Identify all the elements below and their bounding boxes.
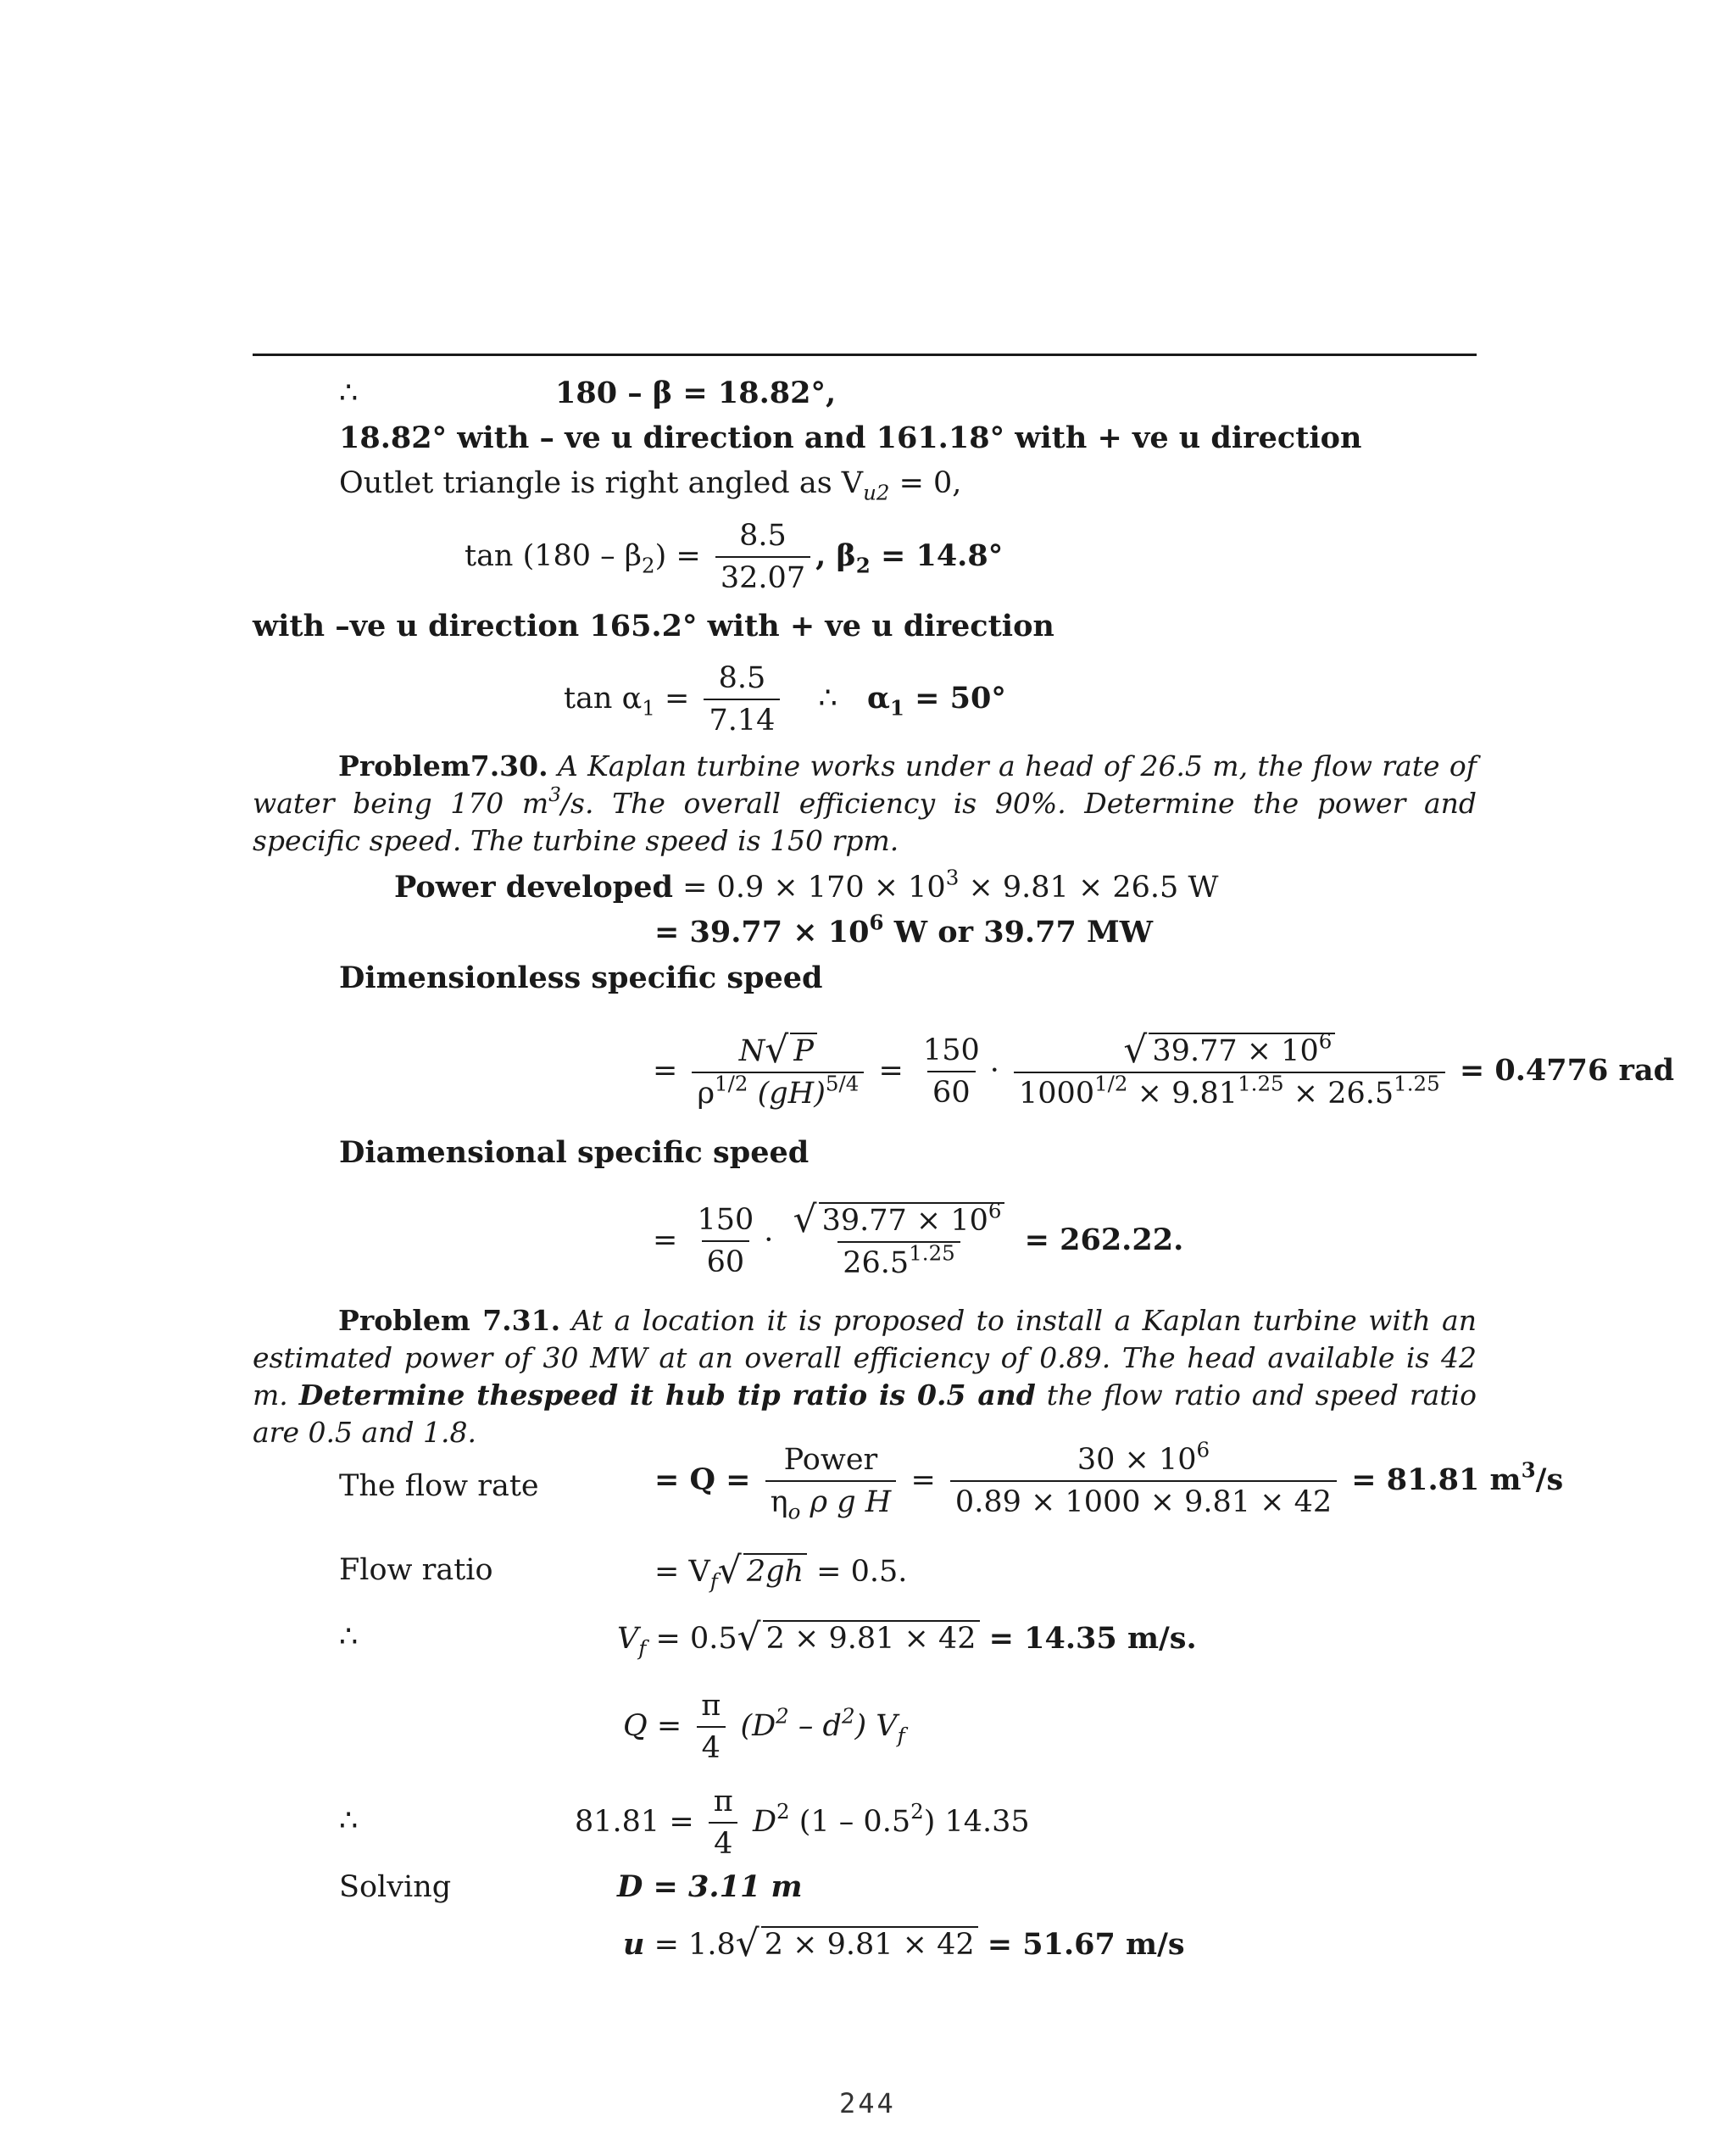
- fraction: $\frac{150}{60}$: [922, 1033, 980, 1111]
- direction-statement-2: with –ve u direction 165.2° with + ve u direction: [253, 609, 1054, 643]
- vf-equation: $V_f = 0.5√$ 2 × 9.81 × 42 = 14.35 m/s.: [617, 1620, 1197, 1656]
- q-substituted-equation: 81.81 = $\frac{\pi}{4}$ $D^2$ $(1 - 0.5^2)$ 14.35: [575, 1785, 1030, 1862]
- problem-7-31-statement: Problem 7.31. At a location it is proposed to install a Kaplan turbine with an estimated power of 30 MW at an overall efficiency of 0.89. The head available is 42 m. Determine thespeed it hub tip ratio is 0.5 and the flow ratio and speed ratio are 0.5 and 1.8.: [253, 1304, 1477, 1449]
- u-equation: u = 1.8√ 2 × 9.81 × 42 = 51.67 m/s: [623, 1926, 1185, 1962]
- fraction: $\frac{8.5}{7.14}$: [704, 661, 780, 738]
- therefore-symbol: ∴: [339, 376, 359, 410]
- flow-ratio-equation: = $V_f√$ 2gh = 0.5.: [654, 1553, 907, 1589]
- fraction: $\frac{N√ P}{\rho^{1/2} (gH)^{5/4}}$: [692, 1033, 864, 1111]
- q-area-equation: Q = $\frac{\pi}{4}$ $(D^2 - d^2)$ $V_f$: [623, 1689, 905, 1766]
- power-developed: Power developed = $0.9 \times 170 \times 10^3 \times 9.81 \times 26.5$ W: [394, 865, 1219, 905]
- therefore-symbol: ∴: [339, 1804, 359, 1838]
- fraction: $\frac{\pi}{4}$: [696, 1689, 726, 1766]
- fraction: $\frac{\pi}{4}$: [709, 1785, 738, 1862]
- dimensionless-speed-equation: = $\frac{N√ P}{\rho^{1/2} (gH)^{5/4}}$ = $\frac{150}{60}$ · √ $\frac{39.77 \times 10^6}{1000^{1/2} \times 9.81^{1.25} \times 26.5^{1.25}}$ = 0.4776 rad: [653, 1033, 1674, 1111]
- beta-result: 180 – β = 18.82°,: [555, 376, 837, 410]
- dimensional-speed-label: Diamensional specific speed: [339, 1135, 810, 1170]
- flow-rate-label: The flow rate: [339, 1469, 539, 1503]
- problem-7-30-statement: Problem7.30. A Kaplan turbine works under a head of 26.5 m, the flow rate of water being 170 $m^3/s$. The overall efficiency is 90%. Determine the power and specific speed. The turbine speed is 150 rpm.: [253, 749, 1477, 857]
- power-result: = $39.77 \times 10^6$ W or 39.77 MW: [654, 910, 1154, 950]
- flow-rate-equation: = Q = $\frac{\text{Power}}{\eta_o \rho g H}$ = $\frac{30 \times 10^6}{0.89 \times 1000 \times 9.81 \times 42}$ = 81.81 $m^3/s$: [654, 1437, 1564, 1524]
- fraction: $\frac{150}{60}$: [697, 1203, 754, 1280]
- dimensionless-speed-label: Dimensionless specific speed: [339, 961, 823, 995]
- therefore-symbol: ∴: [339, 1620, 359, 1654]
- fraction: √ $\frac{39.77 \times 10^6}{26.5^{1.25}}$: [788, 1202, 1010, 1281]
- fraction: $\frac{8.5}{32.07}$: [715, 519, 810, 596]
- tan-alpha1-equation: $\tan \alpha_1$ = $\frac{8.5}{7.14}$ ∴ $\alpha_1 = 50^\circ$: [564, 661, 1006, 738]
- direction-statement: 18.82° with – ve u direction and 161.18° with + ve u direction: [339, 420, 1362, 455]
- outlet-triangle-statement: Outlet triangle is right angled as $V_{u2} = 0$,: [339, 466, 962, 505]
- flow-ratio-label: Flow ratio: [339, 1553, 493, 1587]
- page-number: 244: [839, 2087, 896, 2119]
- diameter-result: D = 3.11 m: [617, 1869, 803, 1904]
- fraction: $\frac{\text{Power}}{\eta_o \rho g H}$: [765, 1443, 897, 1520]
- dimensional-speed-equation: = $\frac{150}{60}$ · √ $\frac{39.77 \times 10^6}{26.5^{1.25}}$ = 262.22.: [653, 1202, 1183, 1281]
- header-rule: [253, 354, 1477, 356]
- solving-label: Solving: [339, 1870, 452, 1904]
- fraction: $\frac{30 \times 10^6}{0.89 \times 1000 \times 9.81 \times 42}$: [950, 1443, 1337, 1520]
- fraction: √ $\frac{39.77 \times 10^6}{1000^{1/2} \times 9.81^{1.25} \times 26.5^{1.25}}$: [1014, 1033, 1445, 1111]
- tan-beta2-equation: $\tan (180 - \beta_2)$ = $\frac{8.5}{32.07}$ , $\beta_2 = 14.8^\circ$: [465, 519, 1004, 596]
